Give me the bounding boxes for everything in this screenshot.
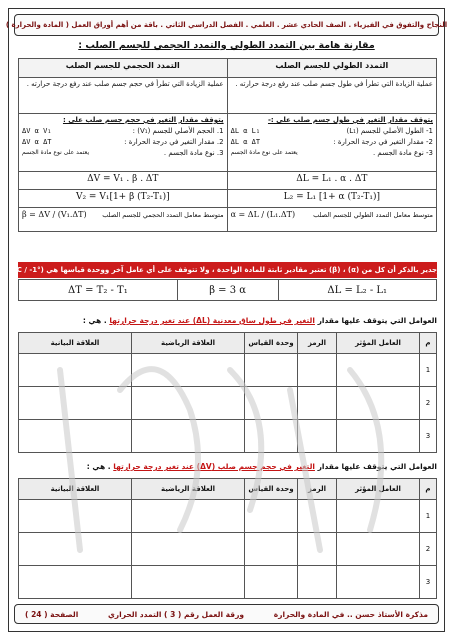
linear-item-1: 1- الطول الأصلي للجسم (L₁) [346, 127, 433, 135]
section2-prefix: العوامل التي يتوقف عليها مقدار [317, 462, 437, 471]
linear-item-2: 2- مقدار التغير في درجة الحرارة : [333, 138, 433, 146]
relation-delta-l: ΔL = L₂ - L₁ [278, 280, 437, 301]
coef-linear-label: متوسط معامل التمدد الطولي للجسم الصلب [313, 210, 433, 219]
section1-suffix: . هي : [82, 316, 107, 325]
table-row: 1 [19, 500, 437, 533]
section1-prefix: العوامل التي يتوقف عليها مقدار [317, 316, 437, 325]
coef-linear [227, 208, 436, 232]
section2-red: التغير في حجم جسم صلب (ΔV) عند تغير درجة حرارتها [113, 462, 315, 471]
volume-prop-1: ΔV α V₁ [22, 127, 52, 135]
th-symbol: الرمز [298, 333, 337, 354]
volume-item-2: 2. مقدار التغير في درجة الحرارة : [124, 138, 224, 146]
linear-item-3: 3- نوع مادة الجسم . [372, 149, 433, 157]
section2-suffix: . هي : [86, 462, 111, 471]
volume-item-1: 1. الحجم الأصلي للجسم (V₁) : [132, 127, 224, 135]
eq-volume-1: ΔV = V₁ . β . ΔT [19, 172, 228, 190]
footer-middle: ورقة العمل رقم ( 3 ) التمدد الحراري [107, 609, 245, 619]
th-unit: وحدة القياس [245, 479, 298, 500]
th-symbol: الرمز [298, 479, 337, 500]
table-row: 3 [19, 566, 437, 599]
th-graph: العلاقة البيانية [19, 333, 132, 354]
dep-volume-head: يتوقف مقدار التغير في حجم جسم صلب على : [62, 116, 224, 124]
coef-volume-formula: β = ΔV / (V₁.ΔT) [22, 210, 87, 219]
linear-prop-3: يعتمد على نوع مادة الجسم [230, 149, 298, 156]
section-linear-heading [18, 316, 437, 325]
eq-volume-2: V₂ = V₁[1+ β (T₂-T₁)] [19, 190, 228, 208]
def-volume: عملية الزيادة التي تطرأ في حجم جسم صلب عند رفع درجة حرارته . [19, 78, 228, 114]
def-linear: عملية الزيادة التي تطرأ في طول جسم صلب عند رفع درجة حرارته . [227, 78, 436, 114]
th-num: م [420, 333, 437, 354]
comparison-table [18, 58, 437, 232]
relation-beta-alpha: β = 3 α [177, 280, 278, 301]
col-volume-header: التمدد الحجمي للجسم الصلب [19, 59, 228, 78]
coef-volume [19, 208, 228, 232]
linear-prop-2: ΔL α ΔT [230, 138, 261, 146]
table-row: 2 [19, 533, 437, 566]
dep-linear [227, 114, 436, 172]
th-graph: العلاقة البيانية [19, 479, 132, 500]
page-footer [14, 604, 439, 624]
eq-linear-2: L₂ = L₁ [1+ α (T₂-T₁)] [227, 190, 436, 208]
linear-prop-1: ΔL α L₁ [230, 127, 261, 135]
relation-delta-t: ΔT = T₂ - T₁ [19, 280, 178, 301]
volume-item-3: 3. نوع مادة الجسم . [163, 149, 224, 157]
col-linear-header: التمدد الطولي للجسم الصلب [227, 59, 436, 78]
page-title: مقارنة هامة بين التمدد الطولي والتمدد الحجمي للجسم الصلب : [78, 40, 375, 51]
footer-right: مذكرة الأستاذ حسن .. في المادة والحرارة [273, 609, 428, 619]
eq-linear-1: ΔL = L₁ . α . ΔT [227, 172, 436, 190]
relations-table [18, 279, 437, 301]
factors-table-volume [18, 478, 437, 599]
section-volume-heading [18, 462, 437, 471]
dep-volume [19, 114, 228, 172]
th-math: العلاقة الرياضية [132, 333, 245, 354]
table-row: 3 [19, 420, 437, 453]
table-row: 1 [19, 354, 437, 387]
coef-linear-formula: α = ΔL / (L₁.ΔT) [230, 210, 296, 219]
dep-linear-head: يتوقف مقدار التغير في طول جسم صلب على :- [267, 116, 433, 124]
page-header: النجاح والتفوق في الفيزياء . الصف الحادي عشر . العلمي . الفصل الدراسي الثاني . باقة من أهم أوراق العمل ( المادة والحرارة ) [14, 14, 439, 36]
factors-table-linear [18, 332, 437, 453]
th-unit: وحدة القياس [245, 333, 298, 354]
coef-volume-label: متوسط معامل التمدد الحجمي للجسم الصلب [102, 210, 224, 219]
section1-red: التغير في طول ساق معدنية (ΔL) عند تغير درجة حرارتها [109, 316, 315, 325]
th-math: العلاقة الرياضية [132, 479, 245, 500]
th-num: م [420, 479, 437, 500]
volume-prop-2: ΔV α ΔT [22, 138, 52, 146]
constants-note: وجدير بالذكر أن كل من (α) ، (β) تعتبر مقادير ثابتة للمادة الواحدة ، ولا تتوقف على أي عامل آخر ووحدة قياسها هي (°C / -1) [18, 262, 437, 278]
th-factor: العامل المؤثر [337, 479, 420, 500]
table-row: 2 [19, 387, 437, 420]
volume-prop-3: يعتمد على نوع مادة الجسم [22, 149, 90, 156]
footer-page: الصفحة ( 24 ) [25, 609, 79, 619]
th-factor: العامل المؤثر [337, 333, 420, 354]
